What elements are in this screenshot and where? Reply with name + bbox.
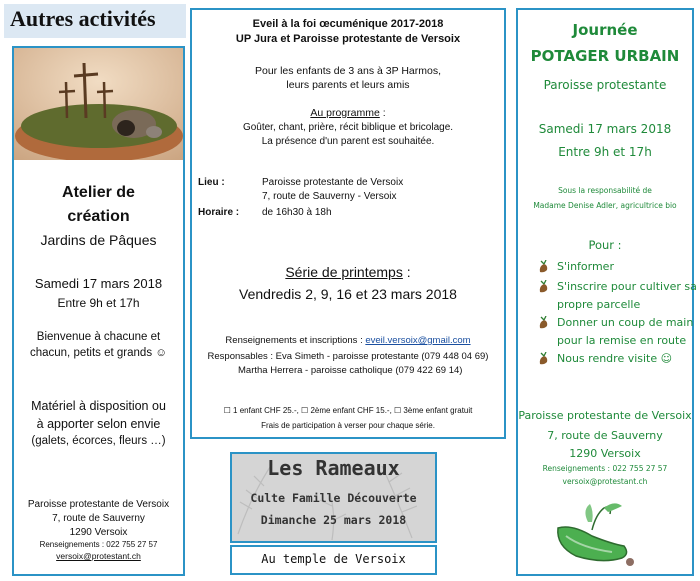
atelier-org-line2: 7, route de Sauverny [52, 513, 145, 524]
atelier-subtitle: Jardins de Pâques [40, 232, 157, 248]
eveil-series-colon: : [402, 264, 411, 280]
rameaux-title: Les Rameaux [267, 456, 400, 480]
potager-item: pour la remise en route [557, 334, 687, 347]
potager-item: S'inscrire pour cultiver sa [557, 280, 697, 293]
cucumber-icon [552, 500, 642, 570]
eveil-program-heading-text: Au programme [310, 107, 380, 119]
eveil-contact-email[interactable]: eveil.versoix@gmail.com [365, 335, 471, 346]
eveil-resp-value1: Eva Simeth - paroisse protestante (079 448 04 69) [275, 351, 489, 362]
vegetable-bullet-icon [537, 280, 551, 294]
atelier-info: Renseignements : 022 755 27 57 [39, 540, 158, 549]
vegetable-bullet-icon [537, 260, 551, 274]
potager-org-line1: Paroisse protestante de Versoix [518, 409, 692, 422]
eveil-series-title-text: Série de printemps [285, 264, 403, 280]
potager-org-line3: 1290 Versoix [569, 447, 641, 460]
rameaux-place: Au temple de Versoix [261, 552, 406, 566]
eveil-series-dates: Vendredis 2, 9, 16 et 23 mars 2018 [239, 286, 457, 302]
easter-garden-photo [14, 48, 183, 160]
page-title: Autres activités [10, 6, 156, 31]
eveil-program-colon: : [379, 107, 386, 119]
eveil-contact [192, 335, 504, 346]
rameaux-date: Dimanche 25 mars 2018 [260, 513, 407, 527]
eveil-resp-label: Responsables : [207, 351, 273, 362]
atelier-org-line1: Paroisse protestante de Versoix [27, 499, 170, 510]
eveil-resp-line1 [192, 351, 504, 362]
eveil-time-value: de 16h30 à 18h [262, 207, 332, 218]
eveil-series-title [192, 264, 504, 280]
atelier-material-line1: Matériel à disposition ou [31, 399, 166, 413]
potager-email[interactable]: versoix@protestant.ch [562, 477, 648, 486]
potager-item: S'informer [557, 260, 614, 273]
eveil-place-label: Lieu : [198, 177, 225, 188]
potager-item: Nous rendre visite ☺ [557, 352, 673, 365]
potager-resp-line1: Sous la responsabilité de [558, 186, 652, 195]
potager-title-line2: POTAGER URBAIN [530, 47, 680, 65]
potager-date: Samedi 17 mars 2018 [538, 122, 672, 136]
eveil-title-line2: UP Jura et Paroisse protestante de Versoix [235, 33, 461, 45]
eveil-time-label: Horaire : [198, 207, 240, 218]
potager-info: Renseignements : 022 755 27 57 [542, 464, 668, 473]
eveil-fee-note: Frais de participation à verser pour chaque série. [261, 421, 435, 430]
potager-title-line1: Journée [572, 21, 638, 39]
eveil-title-line1: Eveil à la foi œcuménique 2017-2018 [252, 18, 444, 30]
atelier-welcome-line2: chacun, petits et grands ☺ [29, 347, 168, 359]
eveil-audience-line2: leurs parents et leurs amis [286, 79, 410, 91]
eveil-program-line2: La présence d'un parent est souhaitée. [261, 136, 435, 147]
atelier-material-line2: à apporter selon envie [36, 417, 161, 431]
potager-item: propre parcelle [557, 298, 641, 311]
eveil-resp-line2: Martha Herrera - paroisse catholique (079 422 69 14) [238, 365, 463, 376]
potager-item: Donner un coup de main [557, 316, 694, 329]
eveil-place-line1: Paroisse protestante de Versoix [262, 177, 404, 188]
eveil-contact-label: Renseignements et inscriptions : [225, 335, 363, 346]
vegetable-bullet-icon [537, 316, 551, 330]
atelier-welcome-line1: Bienvenue à chacune et [36, 331, 161, 343]
atelier-org-line3: 1290 Versoix [69, 527, 128, 538]
potager-resp-line2: Madame Denise Adler, agricultrice bio [533, 201, 677, 210]
atelier-material-line3: (galets, écorces, fleurs …) [31, 435, 166, 447]
atelier-title-line2: création [67, 208, 130, 225]
atelier-date: Samedi 17 mars 2018 [34, 276, 163, 291]
eveil-place-line2: 7, route de Sauverny - Versoix [262, 191, 397, 202]
eveil-program-line1: Goûter, chant, prière, récit biblique et bricolage. [242, 122, 454, 133]
atelier-email[interactable]: versoix@protestant.ch [56, 551, 141, 561]
eveil-fee-line: ☐ 1 enfant CHF 25.-, ☐ 2ème enfant CHF 15.-, ☐ 3ème enfant gratuit [223, 406, 473, 415]
rameaux-subtitle: Culte Famille Découverte [250, 491, 417, 505]
atelier-time: Entre 9h et 17h [57, 296, 140, 310]
atelier-title-line1: Atelier de [62, 184, 135, 201]
potager-org-line2: 7, route de Sauverny [547, 429, 663, 442]
potager-org: Paroisse protestante [543, 78, 667, 92]
potager-for-label: Pour : [588, 238, 622, 252]
vegetable-bullet-icon [537, 352, 551, 366]
eveil-program-heading [192, 107, 504, 119]
potager-time: Entre 9h et 17h [558, 145, 652, 159]
eveil-audience-line1: Pour les enfants de 3 ans à 3P Harmos, [255, 65, 441, 77]
